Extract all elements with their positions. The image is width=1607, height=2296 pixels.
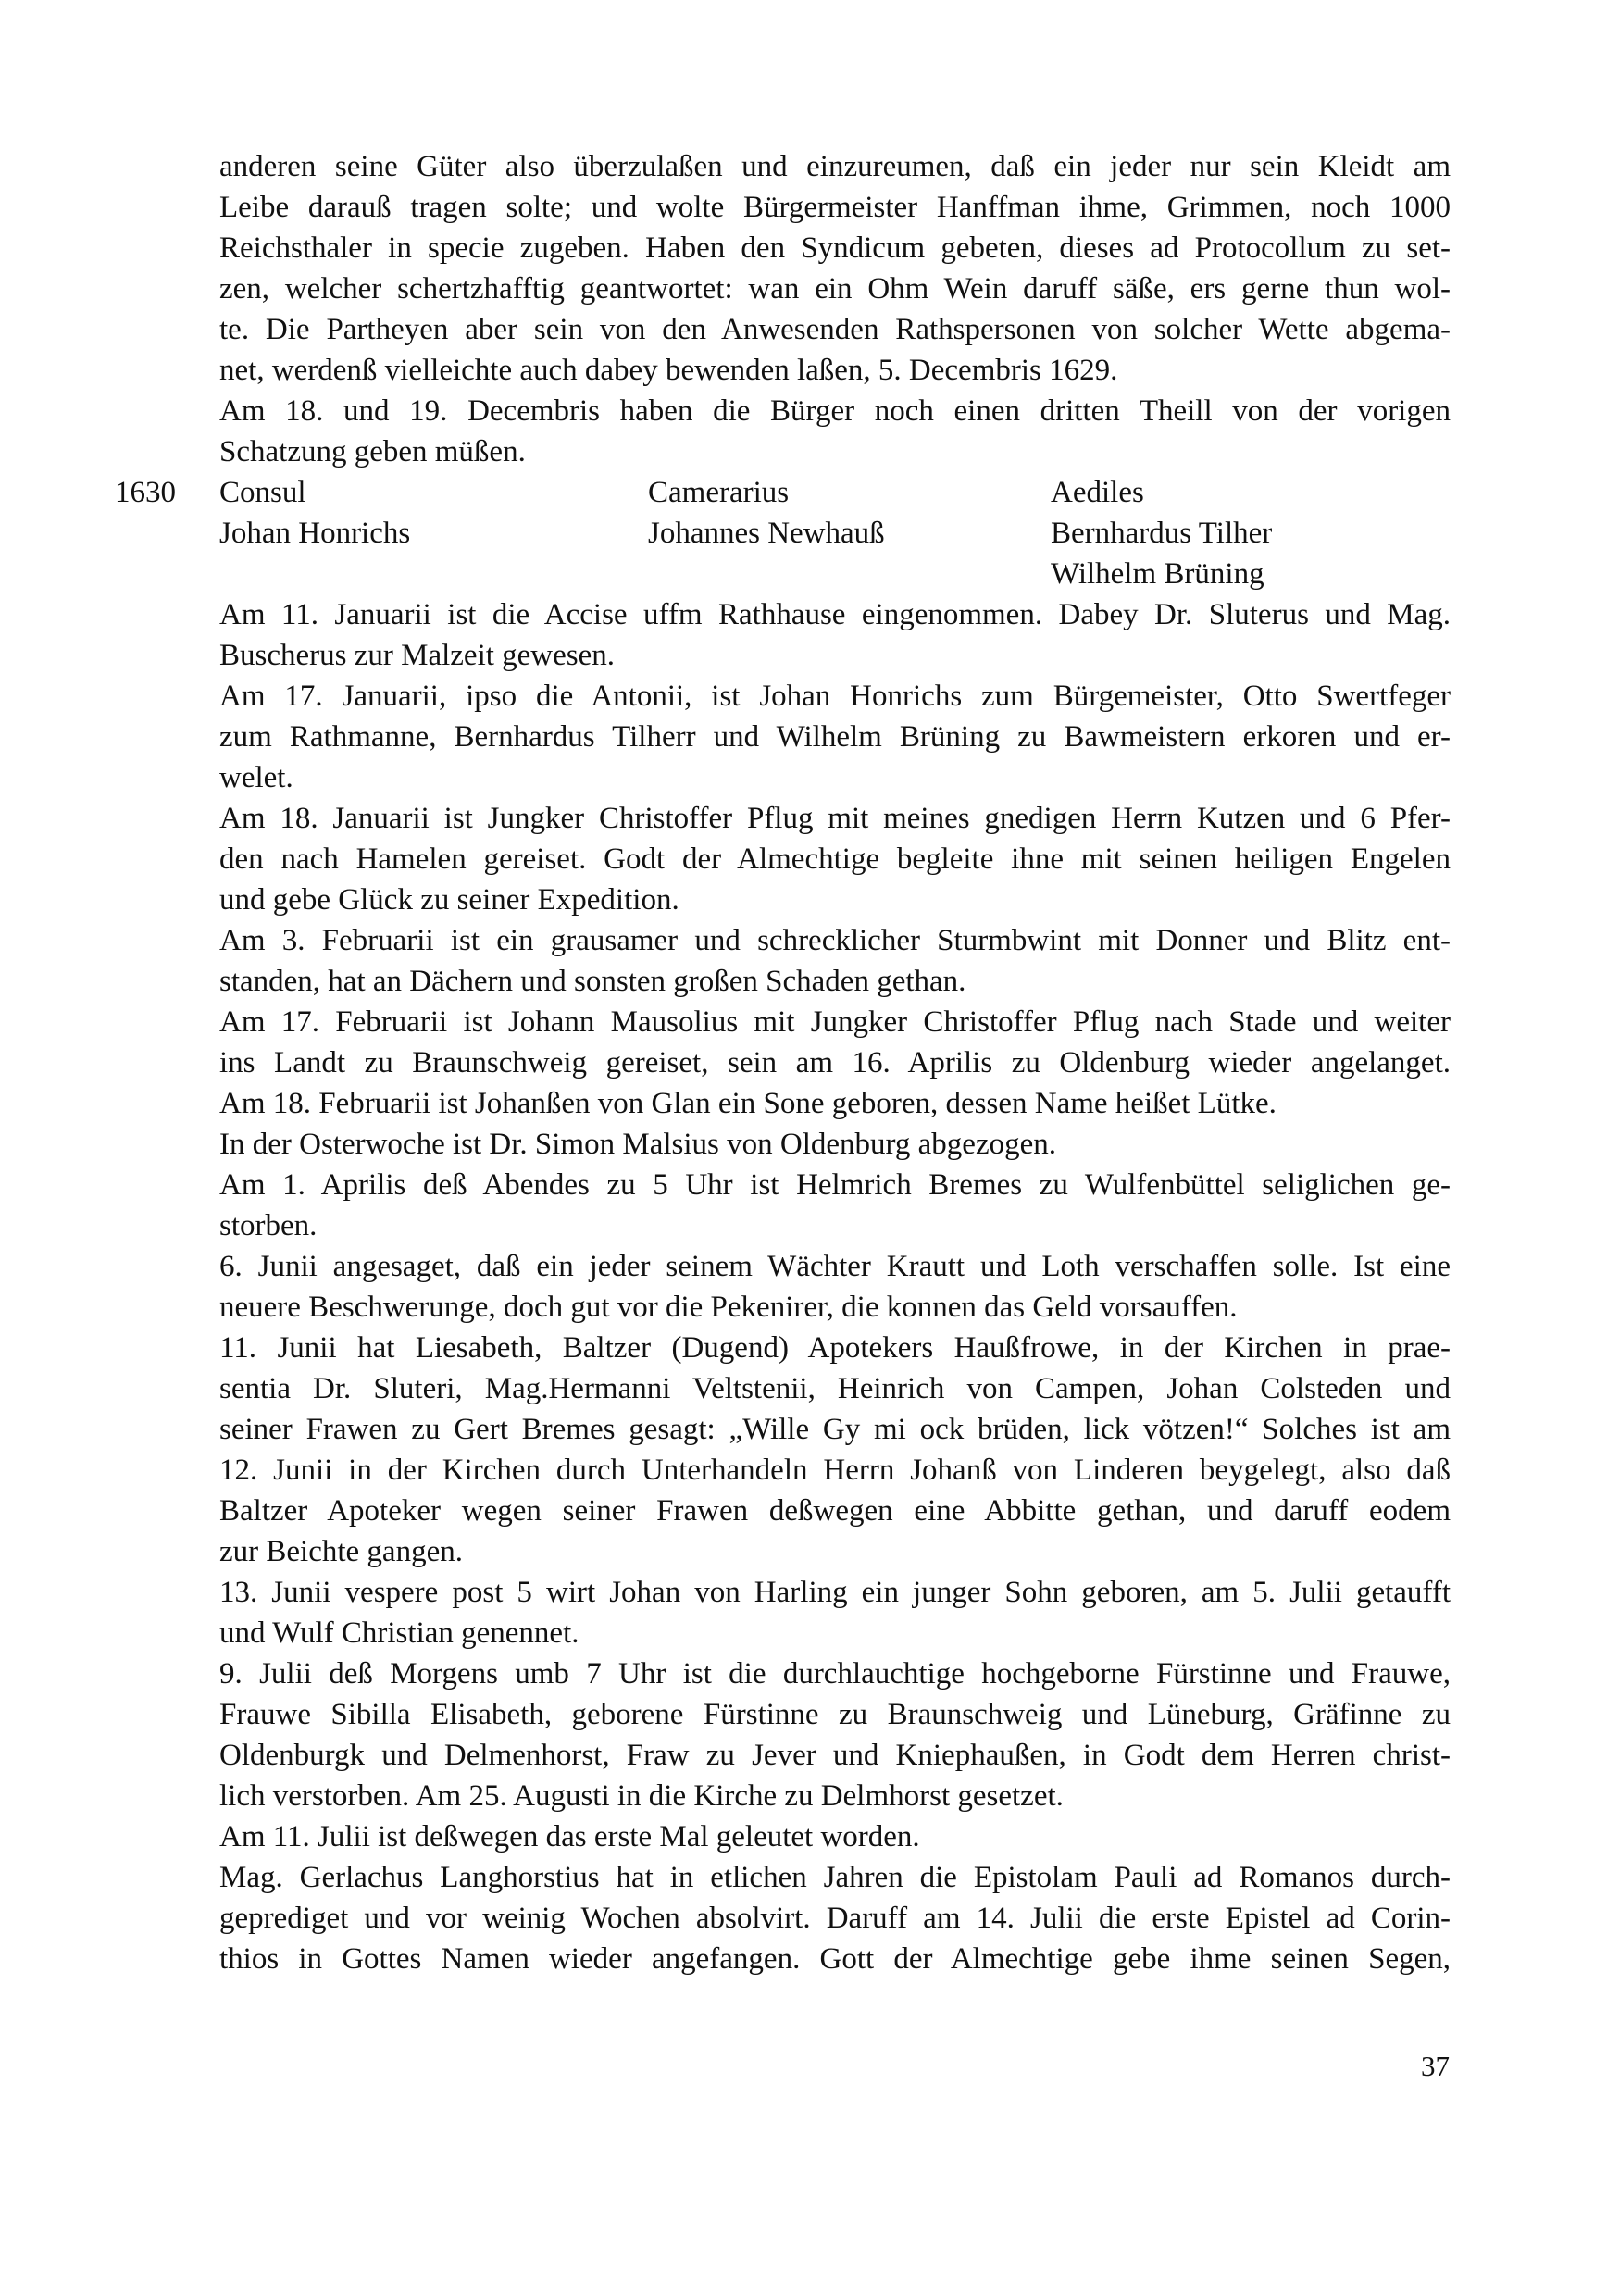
text-line: Frauwe Sibilla Elisabeth, geborene Fürstinne zu Braunschweig und Lüneburg, Gräfinne zu	[219, 1698, 1451, 1731]
text-line: Mag. Gerlachus Langhorstius hat in etlichen Jahren die Epistolam Pauli ad Romanos durch-	[219, 1861, 1451, 1894]
officials-header-aediles: Aediles	[1051, 476, 1144, 509]
text-line: Am 3. Februarii ist ein grausamer und schrecklicher Sturmbwint mit Donner und Blitz ent-	[219, 924, 1451, 957]
text-line: Am 18. Februarii ist Johanßen von Glan ein Sone geboren, dessen Name heißet Lütke.	[219, 1087, 1277, 1120]
text-line: Schatzung geben müßen.	[219, 435, 526, 468]
text-line: Am 18. Januarii ist Jungker Christoffer Pflug mit meines gnedigen Herrn Kutzen und 6 Pfer-	[219, 802, 1451, 835]
text-line: und gebe Glück zu seiner Expedition.	[219, 883, 679, 917]
text-line: geprediget und vor weinig Wochen absolvirt. Daruff am 14. Julii die erste Epistel ad Corin-	[219, 1902, 1451, 1935]
text-line: Am 18. und 19. Decembris haben die Bürger noch einen dritten Theill von der vorigen	[219, 394, 1451, 428]
text-line: In der Osterwoche ist Dr. Simon Malsius von Oldenburg abgezogen.	[219, 1128, 1056, 1161]
text-line: und Wulf Christian genennet.	[219, 1616, 579, 1650]
text-line: Baltzer Apoteker wegen seiner Frawen deßwegen eine Abbitte gethan, und daruff eodem	[219, 1494, 1451, 1528]
officials-aedile-name: Bernhardus Tilher	[1051, 517, 1273, 550]
text-line: neuere Beschwerunge, doch gut vor die Pekenirer, die konnen das Geld vorsauffen.	[219, 1291, 1238, 1324]
text-line: Am 1. Aprilis deß Abendes zu 5 Uhr ist Helmrich Bremes zu Wulfenbüttel seliglichen ge-	[219, 1168, 1451, 1202]
text-line: 12. Junii in der Kirchen durch Unterhandeln Herrn Johanß von Linderen beygelegt, also daß	[219, 1454, 1451, 1487]
officials-aedile-name: Wilhelm Brüning	[1051, 557, 1264, 591]
text-line: Reichsthaler in specie zugeben. Haben den Syndicum gebeten, dieses ad Protocollum zu set-	[219, 231, 1451, 265]
text-line: 6. Junii angesaget, daß ein jeder seinem Wächter Krautt und Loth verschaffen solle. Ist eine	[219, 1250, 1451, 1283]
text-line: Leibe darauß tragen solte; und wolte Bürgermeister Hanffman ihme, Grimmen, noch 1000	[219, 191, 1451, 224]
text-line: Am 11. Januarii ist die Accise uffm Rathhause eingenommen. Dabey Dr. Sluterus und Mag.	[219, 598, 1451, 631]
text-line: zur Beichte gangen.	[219, 1535, 463, 1568]
year-margin-label: 1630	[115, 476, 176, 509]
text-line: den nach Hamelen gereiset. Godt der Almechtige begleite ihne mit seinen heiligen Engelen	[219, 842, 1451, 876]
text-line: lich verstorben. Am 25. Augusti in die Kirche zu Delmhorst gesetzet.	[219, 1779, 1064, 1813]
officials-header-consul: Consul	[219, 476, 306, 509]
page-number: 37	[1421, 2050, 1450, 2082]
text-line: zen, welcher schertzhafftig geantwortet: wan ein Ohm Wein daruff säße, ers gerne thun wol-	[219, 272, 1451, 306]
text-line: zum Rathmanne, Bernhardus Tilherr und Wilhelm Brüning zu Bawmeistern erkoren und er-	[219, 720, 1451, 754]
text-line: Am 17. Januarii, ipso die Antonii, ist Johan Honrichs zum Bürgemeister, Otto Swertfeger	[219, 680, 1451, 713]
text-line: Am 17. Februarii ist Johann Mausolius mit Jungker Christoffer Pflug nach Stade und weiter	[219, 1005, 1451, 1039]
text-line: 13. Junii vespere post 5 wirt Johan von Harling ein junger Sohn geboren, am 5. Julii getaufft	[219, 1576, 1451, 1609]
text-line: anderen seine Güter also überzulaßen und einzureumen, daß ein jeder nur sein Kleidt am	[219, 150, 1451, 183]
text-line: storben.	[219, 1209, 318, 1242]
officials-header-camerarius: Camerarius	[648, 476, 790, 509]
officials-camerarius-name: Johannes Newhauß	[648, 517, 885, 550]
text-line: Oldenburgk und Delmenhorst, Fraw zu Jever und Kniephaußen, in Godt dem Herren christ-	[219, 1739, 1451, 1772]
text-line: 9. Julii deß Morgens umb 7 Uhr ist die durchlauchtige hochgeborne Fürstinne und Frauwe,	[219, 1657, 1451, 1691]
text-line: Buscherus zur Malzeit gewesen.	[219, 639, 616, 672]
officials-consul-name: Johan Honrichs	[219, 517, 411, 550]
text-line: thios in Gottes Namen wieder angefangen. Gott der Almechtige gebe ihme seinen Segen,	[219, 1942, 1451, 1976]
text-line: ins Landt zu Braunschweig gereiset, sein am 16. Aprilis zu Oldenburg wieder angelanget.	[219, 1046, 1451, 1079]
text-line: seiner Frawen zu Gert Bremes gesagt: „Wille Gy mi ock brüden, lick vötzen!“ Solches ist am	[219, 1413, 1451, 1446]
text-line: 11. Junii hat Liesabeth, Baltzer (Dugend) Apotekers Haußfrowe, in der Kirchen in prae-	[219, 1331, 1451, 1365]
text-line: net, werdenß vielleichte auch dabey bewenden laßen, 5. Decembris 1629.	[219, 354, 1118, 387]
text-line: Am 11. Julii ist deßwegen das erste Mal geleutet worden.	[219, 1820, 920, 1853]
text-line: welet.	[219, 761, 293, 794]
text-line: standen, hat an Dächern und sonsten großen Schaden gethan.	[219, 965, 966, 998]
text-line: te. Die Partheyen aber sein von den Anwesenden Rathspersonen von solcher Wette abgema-	[219, 313, 1451, 346]
text-line: sentia Dr. Sluteri, Mag.Hermanni Veltstenii, Heinrich von Campen, Johan Colsteden und	[219, 1372, 1451, 1405]
